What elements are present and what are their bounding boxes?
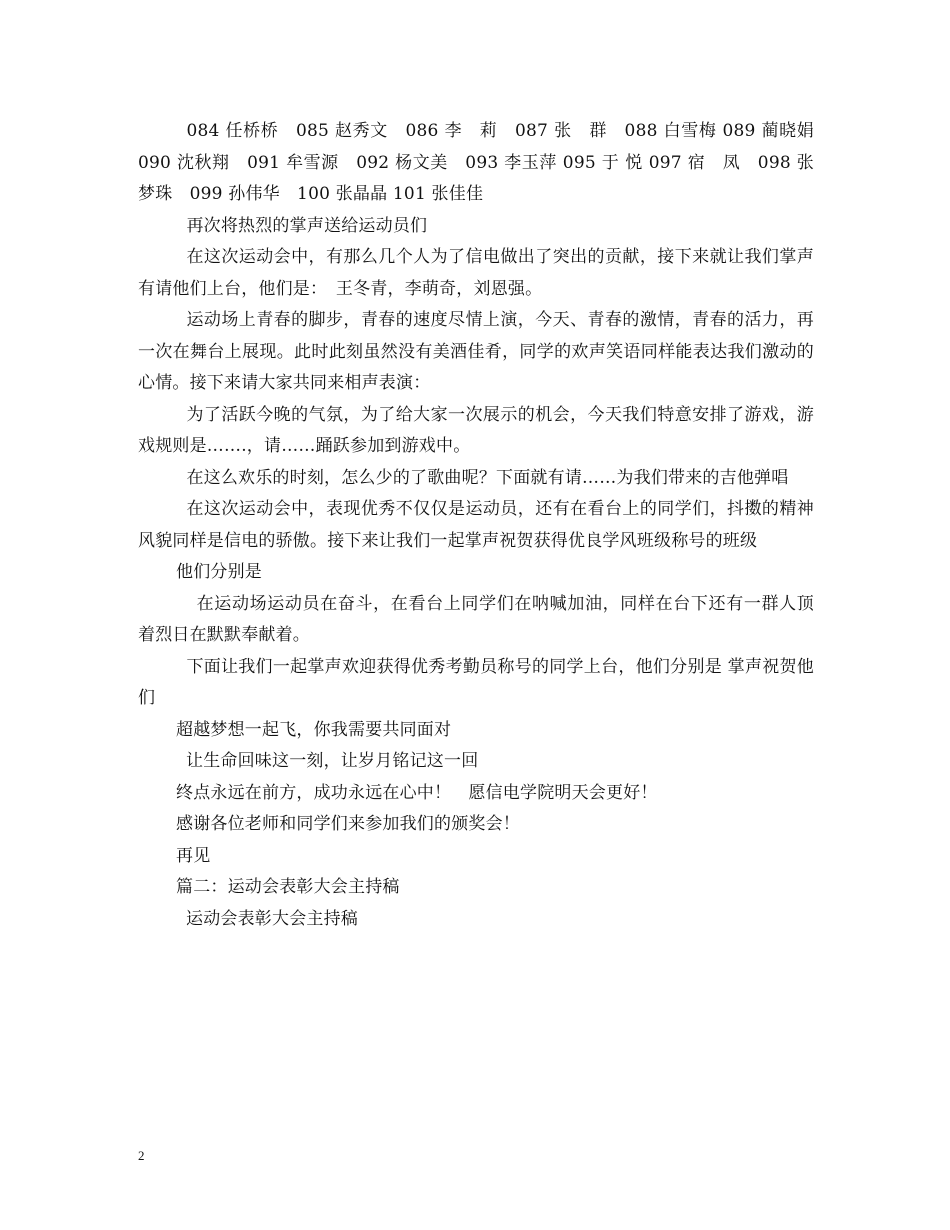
- paragraph-athlete-list: 084 任桥桥 085 赵秀文 086 李 莉 087 张 群 088 白雪梅 089 蔺晓娟 090 沈秋翔 091 牟雪源 092 杨文美 093 李玉萍 095 于 悦 097 宿 凤 098 张梦珠 099 孙伟华 100 张晶晶 101 张佳佳: [138, 121, 814, 204]
- paragraph-applause-athletes: 再次将热烈的掌声送给运动员们: [186, 215, 428, 236]
- section-heading: 篇二：运动会表彰大会主持稿: [176, 877, 400, 897]
- thanks-line: 感谢各位老师和同学们来参加我们的颁奖会！: [176, 814, 520, 834]
- paragraph-youth-performance: 运动场上青春的脚步，青春的速度尽情上演，今天、青春的激情，青春的活力，再一次在舞台上展现。此时此刻虽然没有美酒佳肴，同学的欢声笑语同样能表达我们激动的心情。接下来请大家共同来相声表演：: [138, 310, 814, 393]
- poem-line-3: 终点永远在前方，成功永远在心中！ 愿信电学院明天会更好！: [176, 782, 658, 803]
- paragraph-guitar: 在这么欢乐的时刻，怎么少的了歌曲呢？下面就有请……为我们带来的吉他弹唱: [186, 467, 789, 488]
- paragraph-class-award: 在这次运动会中，表现优秀不仅仅是运动员，还有在看台上的同学们，抖擞的精神风貌同样是信电的骄傲。接下来让我们一起掌声祝贺获得优良学风班级称号的班级: [138, 499, 814, 551]
- paragraph-attendance-award: 下面让我们一起掌声欢迎获得优秀考勤员称号的同学上台，他们分别是 掌声祝贺他们: [138, 656, 814, 708]
- paragraph-contributors: 在这次运动会中，有那么几个人为了信电做出了突出的贡献，接下来就让我们掌声有请他们上台，他们是： 王冬青，李萌奇，刘恩强。: [138, 247, 814, 299]
- paragraph-dedication: 在运动场运动员在奋斗，在看台上同学们在呐喊加油，同样在台下还有一群人顶着烈日在默默奉献着。: [138, 593, 814, 645]
- body-text: [138, 116, 814, 935]
- goodbye-line: 再见: [176, 845, 211, 866]
- poem-line-1: 超越梦想一起飞，你我需要共同面对: [176, 719, 452, 740]
- poem-line-2: 让生命回味这一刻，让岁月铭记这一回: [186, 751, 479, 771]
- paragraph-they-are: 他们分别是: [176, 562, 262, 582]
- page-number: 2: [138, 1148, 145, 1163]
- section-title: 运动会表彰大会主持稿: [186, 908, 358, 929]
- paragraph-game: 为了活跃今晚的气氛，为了给大家一次展示的机会，今天我们特意安排了游戏，游戏规则是…….，请……踊跃参加到游戏中。: [138, 404, 814, 456]
